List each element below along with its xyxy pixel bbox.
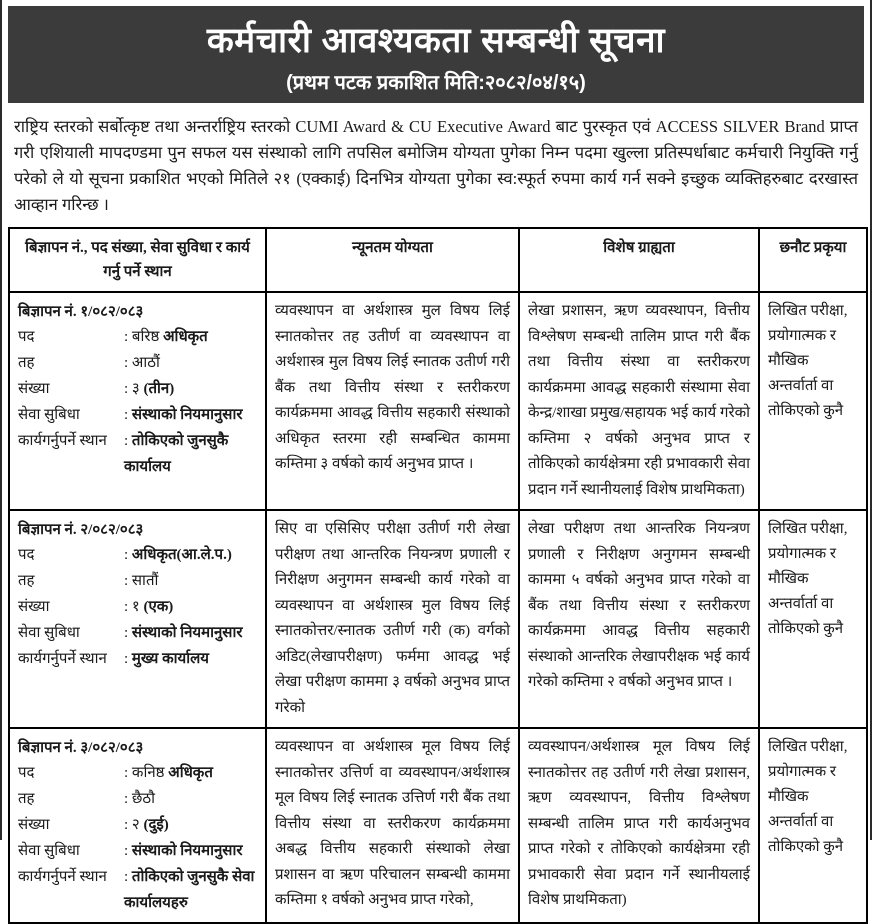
notice-title: कर्मचारी आवश्यकता सम्बन्धी सूचना [206,21,666,60]
detail-post: पद : कनिष्ठ अधिकृत [18,765,213,781]
preference-cell: व्यवस्थापन/अर्थशास्त्र मूल विषय लिई स्नातकोत्तर तह उतीर्ण गरी लेखा प्रशासन, ऋण व्यवस्थापन, वित्तीय विश्लेषण सम्बन्धी तालिम प्राप्त गरी कार्यअनुभव प्राप्त गरेको र तोकिएको कार्यक्षेत्रमा रही प्रभावकारी सेवा प्रदान गर्ने स्थानीयलाई विशेष प्राथमिकता) [519,728,759,923]
table-header-row [9,228,867,292]
vacancy-table [8,227,868,924]
detail-post: पद : बरिष्ठ अधिकृत [18,329,208,345]
preference-cell: लेखा प्रशासन, ऋण व्यवस्थापन, वित्तीय विश्लेषण सम्बन्धी तालिम प्राप्त गरी बैंक तथा वित्तीय संस्था वा स्तरीकरण कार्यक्रममा आवद्ध सहकारी संस्थामा सेवा केन्द्र/शाखा प्रमुख/सहायक भई कार्य गरेको कम्तिमा २ वर्षको अनुभव प्राप्त र तोकिएको कार्यक्षेत्रमा रही प्रभावकारी सेवा प्रदान गर्ने स्थानीयलाई विशेष प्राथमिकता) [519,292,759,510]
detail-workplace: कार्यगर्नुपर्ने स्थान : तोकिएको जुनसुकै कार्यालय [18,433,229,475]
advert-details-cell [9,292,266,510]
detail-count: संख्या : १ (एक) [18,599,174,615]
detail-post: पद : अधिकृत(आ.ले.प.) [18,547,232,563]
advert-number: बिज्ञापन नं. ३/०८२/०८३ [18,740,144,756]
detail-level: तह : सातौं [18,573,159,589]
table-row [9,292,867,510]
detail-benefits: सेवा सुबिधा : संस्थाको नियमानुसार [18,407,243,423]
qualification-cell: सिए वा एसिसिए परीक्षा उतीर्ण गरी लेखा परीक्षण तथा आन्तरिक नियन्त्रण प्रणाली र निरीक्षण अनुगमन सम्बन्धी कार्य गरेको वा व्यवस्थापन वा अर्थशास्त्र मुल विषय लिई स्नातकोत्तर/स्नातक उतीर्ण गरी (क) वर्गको अडिट(लेखापरीक्षण) फर्ममा आवद्ध भई लेखा परीक्षण काममा ३ वर्षको अनुभव प्राप्त गरेको [266,510,519,728]
advert-number: बिज्ञापन नं. १/०८२/०८३ [18,304,144,320]
advert-details-cell [9,510,266,728]
detail-workplace: कार्यगर्नुपर्ने स्थान : तोकिएको जुनसुकै सेवा कार्यालयहरु [18,869,255,911]
selection-cell: लिखित परीक्षा, प्रयोगात्मक र मौखिक अन्तर्वार्ता वा तोकिएको कुनै [759,510,867,728]
detail-level: तह : छैठौ [18,791,156,807]
column-header-advert: बिज्ञापन नं., पद संख्या, सेवा सुविधा र कार्य गर्नु पर्ने स्थान [9,228,266,292]
selection-cell: लिखित परीक्षा, प्रयोगात्मक र मौखिक अन्तर्वार्ता वा तोकिएको कुनै [759,292,867,510]
table-row [9,510,867,728]
detail-benefits: सेवा सुबिधा : संस्थाको नियमानुसार [18,843,243,859]
detail-level: तह : आठौं [18,355,160,371]
detail-count: संख्या : २ (दुई) [18,817,169,833]
table-row [9,728,867,923]
notice-publish-date: (प्रथम पटक प्रकाशित मिति:२०८२/०४/१५) [286,71,586,94]
notice-banner [8,6,864,103]
detail-workplace: कार्यगर्नुपर्ने स्थान : मुख्य कार्यालय [18,651,209,667]
preference-cell: लेखा परीक्षण तथा आन्तरिक नियन्त्रण प्रणाली र निरीक्षण अनुगमन सम्बन्धी काममा ५ वर्षको अनुभव प्राप्त गरेको वा बैंक तथा वित्तीय संस्था र स्तरीकरण कार्यक्रममा आवद्ध वित्तीय सहकारी संस्थाको आन्तरिक लेखापरीक्षक भई कार्य गरेको कम्तिमा २ वर्षको अनुभव प्राप्त । [519,510,759,728]
advert-details-cell [9,728,266,923]
qualification-cell: व्यवस्थापन वा अर्थशास्त्र मुल विषय लिई स्नातकोत्तर तह उतीर्ण वा व्यवस्थापन वा अर्थशास्त्र मुल विषय लिई स्नातक उतीर्ण गरी बैंक तथा वित्तीय संस्था र स्तरीकरण कार्यक्रममा आवद्ध वित्तीय सहकारी संस्थाको अधिकृत स्तरमा रही सम्बन्धित काममा कम्तिमा ३ वर्षको कार्य अनुभव प्राप्त । [266,292,519,510]
intro-paragraph: राष्ट्रिय स्तरको सर्बोत्कृष्ट तथा अन्तर्राष्ट्रिय स्तरको CUMI Award & CU Executive Award बाट पुरस्कृत एवं ACCESS SILVER Brand प्राप्त गरी एशियाली मापदण्डमा पुन सफल यस संस्थाको लागि तपसिल बमोजिम योग्यता पुगेका निम्न पदमा खुल्ला प्रतिस्पर्धाबाट कर्मचारी नियुक्ति गर्नु परेको ले यो सूचना प्रकाशित भएको मितिले २१ (एक्काई) दिनभित्र योग्यता पुगेका स्व:स्फूर्त रुपमा कार्य गर्न सक्ने इच्छुक व्यक्तिहरुबाट दरखास्त आव्हान गरिन्छ । [14,117,858,214]
selection-cell: लिखित परीक्षा, प्रयोगात्मक र मौखिक अन्तर्वार्ता वा तोकिएको कुनै [759,728,867,923]
qualification-cell: व्यवस्थापन वा अर्थशास्त्र मूल विषय लिई स्नातकोत्तर उत्तिर्ण वा व्यवस्थापन/अर्थशास्त्र मूल विषय लिई स्नातक उत्तिर्ण गरी बैंक तथा वित्तीय संस्था वा स्तरीकरण कार्यक्रममा अबद्ध वित्तीय सहकारी संस्थाको लेखा प्रशासन वा ऋण परिचालन सम्बन्धी काममा कम्तिमा १ वर्षको अनुभव प्राप्त गरेको, [266,728,519,923]
column-header-selection: छनौट प्रकृया [759,228,867,292]
column-header-preference: विशेष ग्राह्यता [519,228,759,292]
column-header-qualification: न्यूनतम योग्यता [266,228,519,292]
advert-number: बिज्ञापन नं. २/०८२/०८३ [18,522,144,538]
detail-count: संख्या : ३ (तीन) [18,381,175,397]
detail-benefits: सेवा सुबिधा : संस्थाको नियमानुसार [18,625,243,641]
